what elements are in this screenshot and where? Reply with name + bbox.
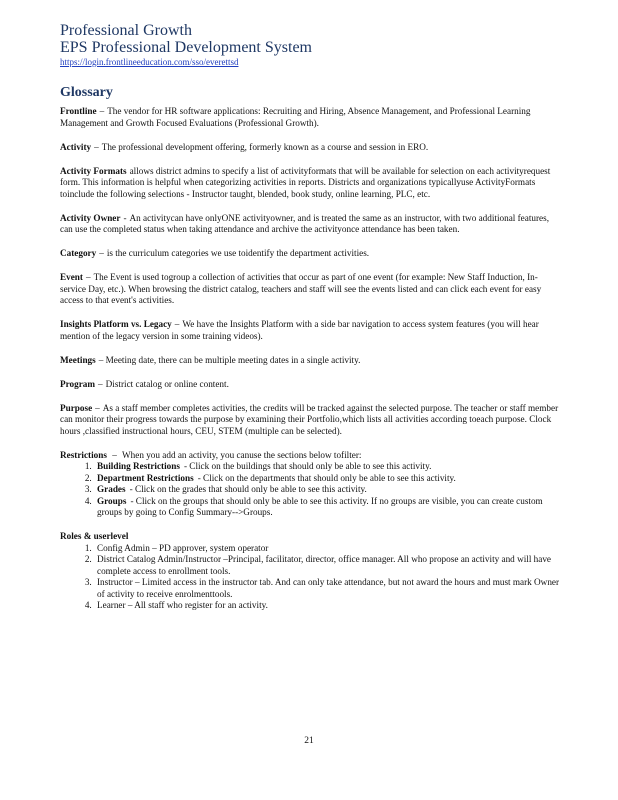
list-item-term: Groups: [97, 495, 127, 506]
page-title: Professional Growth: [60, 22, 192, 39]
glossary-content: [60, 106, 560, 624]
list-item: [94, 496, 560, 519]
glossary-definition: The vendor for HR software applications: Recruiting and Hiring, Absence Management, and Professional Learning Management and Growth Focused Evaluations (Professional Growth).: [60, 106, 531, 128]
glossary-heading: Glossary: [60, 85, 113, 100]
list-item: [94, 473, 560, 485]
list-item: 1. Config Admin – PD approver, system operator: [94, 543, 560, 555]
glossary-definition: The Event is used togroup a collection of activities that occur as part of one event (for example: New Staff Induction, In-service Day, etc.). When browsing the district catalog, teachers and staff will see the events listed and can click each event for easy access to that event's activities.: [60, 272, 542, 305]
page-number: 21: [304, 736, 314, 746]
glossary-entry: [60, 142, 560, 154]
glossary-separator: –: [94, 141, 99, 152]
list-item-text: - Click on the groups that should only be able to see this activity. If no groups are visible, you can create custom groups by going to Config Summary-->Groups.: [97, 495, 543, 517]
glossary-definition: As a staff member completes activities, the credits will be tracked against the selected purpose. The teacher or staff member can monitor their progress towards the purpose by examining their Portfolio,which lists all activities according toeach purpose. Clock hours ,classified instructional hours, CEU, STEM (multiple can be selected).: [60, 402, 559, 436]
login-link[interactable]: https://login.frontlineeducation.com/sso/everettsd: [60, 57, 239, 67]
page-subtitle: EPS Professional Development System: [60, 39, 312, 56]
list-item-text: - Click on the buildings that should only be able to see this activity.: [183, 461, 432, 471]
glossary-term: Category: [60, 248, 97, 258]
glossary-term: Roles & userlevel: [60, 531, 129, 541]
glossary-term: Restrictions: [60, 449, 107, 460]
glossary-separator: –: [85, 272, 91, 282]
list-item: 2. District Catalog Admin/Instructor –Principal, facilitator, director, office manager. All who propose an activity and will have complete access to enrollment tools.: [94, 554, 560, 577]
list-item: [94, 461, 560, 473]
glossary-separator: –: [99, 248, 104, 258]
list-item: 4. Learner – All staff who register for an activity.: [94, 600, 560, 612]
glossary-definition: When you add an activity, you canuse the sections below tofilter:: [121, 449, 362, 460]
list-item: [94, 484, 560, 496]
glossary-definition: allows district admins to specify a list of activityformats that will be available for selection on each activityrequest form. This information is helpful when categorizing activities in reports. Districts and organizations typicallyuse ActivityFormats toinclude the following selections - Instructor taught, blended, book study, online learning, PLC, etc.: [60, 165, 551, 199]
list-item-text: - Click on the departments that should only be able to see this activity.: [197, 472, 456, 483]
glossary-entry: [60, 166, 560, 201]
glossary-entry: [60, 319, 560, 342]
glossary-entry: [60, 248, 560, 260]
glossary-entry: [60, 403, 560, 438]
glossary-entry: [60, 355, 560, 367]
glossary-term: Meetings: [60, 354, 96, 365]
glossary-entry-roles: [60, 531, 560, 612]
glossary-definition: The professional development offering, formerly known as a course and session in ERO.: [101, 141, 429, 152]
glossary-separator: –: [99, 106, 105, 116]
list-item-term: Grades: [97, 484, 126, 494]
glossary-term: Activity Owner: [60, 212, 121, 223]
glossary-separator: –: [95, 402, 100, 413]
list-item-term: Building Restrictions: [97, 461, 180, 471]
glossary-term: Event: [60, 272, 83, 282]
list-item: 3. Instructor – Limited access in the instructor tab. And can only take attendance, but not award the hours and must mark Owner of activity to receive enrolmenttools.: [94, 577, 560, 600]
glossary-term: Program: [60, 378, 96, 389]
glossary-term: Purpose: [60, 402, 93, 413]
glossary-term: Frontline: [60, 106, 97, 116]
glossary-separator: -: [123, 212, 127, 223]
glossary-entry: [60, 379, 560, 391]
glossary-entry: [60, 213, 560, 236]
glossary-term: Activity Formats: [60, 165, 127, 176]
restriction-list: [60, 461, 560, 519]
glossary-definition: is the curriculum categories we use toidentify the department activities.: [106, 248, 370, 258]
header: [60, 22, 312, 68]
glossary-term: Activity: [60, 141, 92, 152]
list-item-term: Department Restrictions: [97, 472, 194, 483]
glossary-term: Insights Platform vs. Legacy: [60, 319, 172, 329]
glossary-definition: An activitycan have onlyONE activityowner, and is treated the same as an instructor, with two additional features, can use the completed status when taking attendance and archive the activityonce attendance has been taken.: [60, 212, 549, 234]
glossary-entry: [60, 272, 560, 307]
glossary-entry-restrictions: [60, 450, 560, 519]
glossary-separator: –: [98, 378, 103, 389]
glossary-separator: –: [174, 319, 180, 329]
roles-list: [60, 543, 560, 612]
glossary-entries: [60, 106, 560, 437]
glossary-definition: – Meeting date, there can be multiple meeting dates in a single activity.: [98, 354, 361, 365]
glossary-definition: We have the Insights Platform with a side bar navigation to access system features (you will hear mention of the legacy version in some training videos).: [60, 319, 539, 341]
glossary-entry: [60, 106, 560, 129]
glossary-separator: –: [112, 449, 117, 460]
list-item-text: - Click on the grades that should only be able to see this activity.: [129, 484, 367, 494]
glossary-definition: District catalog or online content.: [105, 378, 229, 389]
